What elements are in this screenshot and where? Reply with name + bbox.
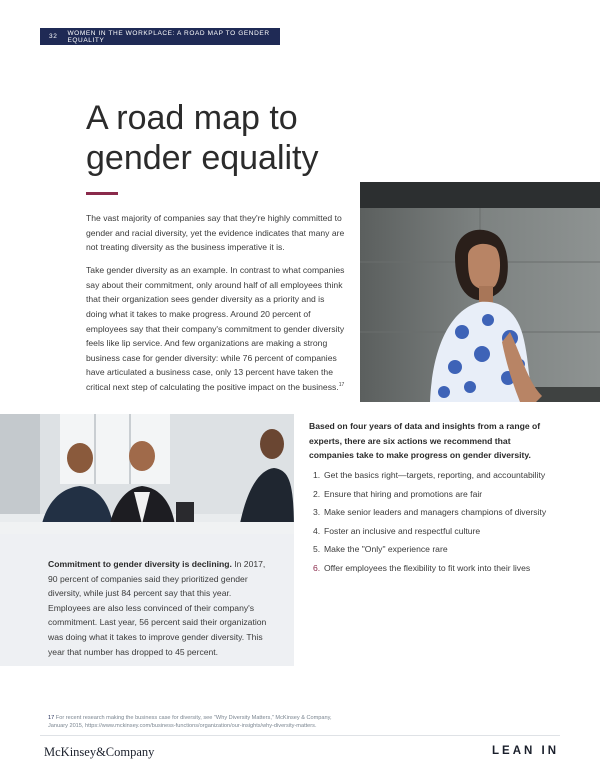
action-item <box>313 506 583 525</box>
intro-paragraph-1: The vast majority of companies say that they're highly committed to gender and racial diversity, yet the evidence indicates that many are not treating diversity as the business imperative it is. <box>86 213 345 253</box>
action-item <box>313 543 583 562</box>
callout-lead: Commitment to gender diversity is declining. <box>48 559 232 569</box>
footnote-line-1 <box>48 714 368 722</box>
action-item <box>313 488 583 507</box>
page-title-line-1: A road map to <box>86 99 298 137</box>
mckinsey-logo: McKinsey&Company <box>44 745 155 759</box>
title-accent-rule <box>86 192 118 195</box>
intro-paragraph-2 <box>86 263 346 394</box>
action-text: Ensure that hiring and promotions are fair <box>324 488 483 499</box>
footnote-ref: 17 <box>338 382 345 389</box>
photo-woman-at-window <box>360 182 600 402</box>
action-number: 1. <box>313 470 321 480</box>
footnote-text-1: For recent research making the business case for diversity, see "Why Diversity Matters," McKinsey & Company, <box>55 715 332 721</box>
action-number: 6. <box>313 562 321 573</box>
actions-list <box>313 469 583 581</box>
action-text: Foster an inclusive and respectful culture <box>324 525 481 536</box>
intro-paragraph-2-text: Take gender diversity as an example. In contrast to what companies say about their commitment, only around half of all employees think that their organization sees gender diversity as a priority and is doing what it takes to make progress. Around 20 percent of employees say that their company's commitment to gender diversity feels like lip service. And few organizations are making a strong business case for gender diversity: while 76 percent of companies have articulated a business case, only 13 percent have taken the critical next step of calculating the positive impact on the business. <box>86 265 345 393</box>
running-header <box>40 28 280 45</box>
action-text: Get the basics right—targets, reporting, and accountability <box>324 470 546 480</box>
footer-rule <box>40 735 560 736</box>
leanin-logo: LEAN IN <box>492 745 559 757</box>
action-text: Make senior leaders and managers champions of diversity <box>324 507 547 518</box>
action-text: Make the "Only" experience rare <box>324 544 448 555</box>
action-item <box>313 525 583 544</box>
action-number: 3. <box>313 507 321 518</box>
running-title: WOMEN IN THE WORKPLACE: A ROAD MAP TO GENDER EQUALITY <box>67 29 270 44</box>
footnote-number: 17 <box>48 715 55 721</box>
intro-text <box>86 211 346 403</box>
callout-text <box>48 557 276 659</box>
action-item <box>313 469 583 488</box>
photo-team-meeting <box>0 414 294 534</box>
action-number: 4. <box>313 525 321 536</box>
action-number: 5. <box>313 544 321 555</box>
footnote-line-2: January 2015, https://www.mckinsey.com/business-functions/organization/our-insights/why-diversity-matters. <box>48 723 317 729</box>
page-title-line-2: gender equality <box>86 139 319 177</box>
action-number: 2. <box>313 488 321 499</box>
action-text: Offer employees the flexibility to fit work into their lives <box>324 562 531 573</box>
actions-intro: Based on four years of data and insights from a range of experts, there are six actions we recommend that companies take to make progress on gender diversity. <box>309 421 541 461</box>
footnote <box>48 714 368 730</box>
action-item <box>313 562 583 581</box>
page-title <box>86 98 319 178</box>
page-number: 32 <box>49 33 58 40</box>
callout-body: In 2017, 90 percent of companies said they prioritized gender diversity, while just 84 percent say that this year. Employees are also less convinced of their company's commitment. Last year, 56 percent said their organization was doing what it takes to improve gender diversity. This year that number has dropped to 45 percent. <box>48 559 267 657</box>
